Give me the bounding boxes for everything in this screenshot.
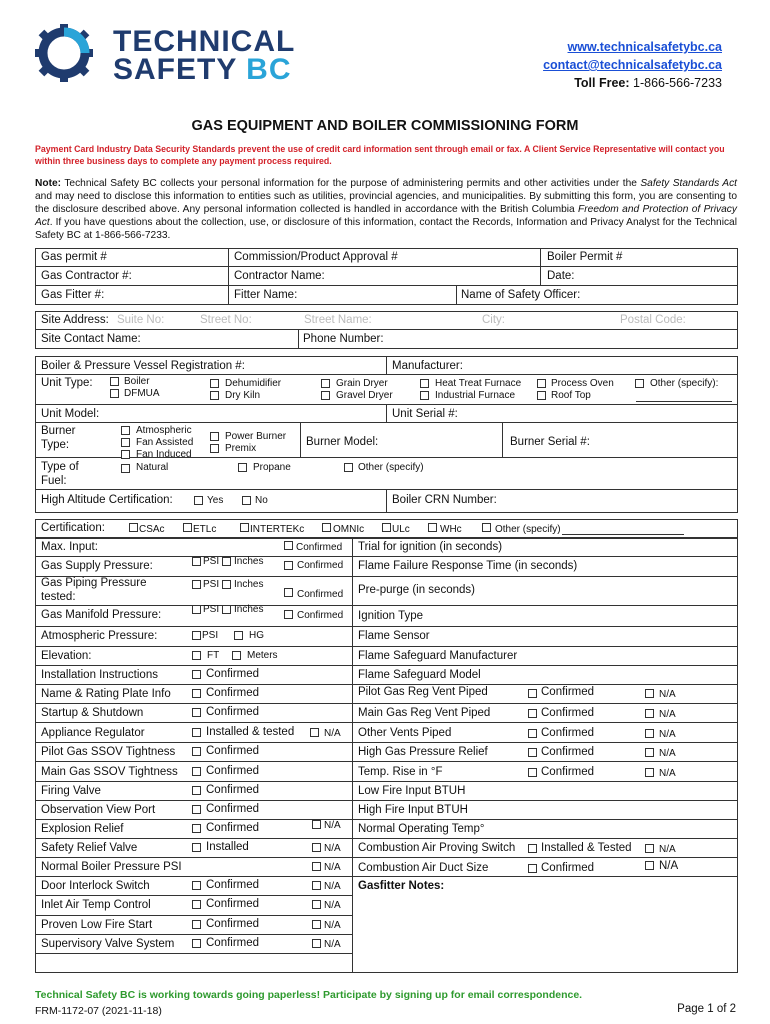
low-fire-confirmed: Confirmed	[206, 918, 260, 930]
safety-officer-field[interactable]: Name of Safety Officer:	[461, 289, 581, 301]
door-interlock-na-checkbox[interactable]	[312, 881, 321, 890]
ulc-checkbox[interactable]	[382, 523, 391, 532]
website-link[interactable]: www.technicalsafetybc.ca	[567, 40, 722, 54]
main-ssov-label: Main Gas SSOV Tightness	[41, 766, 178, 778]
ulc-label: ULc	[392, 524, 410, 535]
dfmua-label: DFMUA	[124, 388, 160, 399]
street-no-input[interactable]: Street No:	[200, 314, 252, 326]
view-port-checkbox[interactable]	[192, 805, 201, 814]
air-proving-installed-tested: Installed & Tested	[541, 842, 632, 854]
paperless-notice: Technical Safety BC is working towards going paperless! Participate by signing up for email correspondence.	[35, 989, 583, 1001]
inlet-air-confirmed: Confirmed	[206, 898, 260, 910]
logo-line-1: TECHNICAL	[113, 25, 296, 58]
street-name-input[interactable]: Street Name:	[304, 314, 372, 326]
other-vents-label: Other Vents Piped	[358, 727, 452, 739]
atm-psi-checkbox[interactable]	[192, 631, 201, 640]
site-contact-field[interactable]: Site Contact Name:	[41, 333, 141, 345]
pilot-vent-na-checkbox[interactable]	[645, 689, 654, 698]
whc-checkbox[interactable]	[428, 523, 437, 532]
toll-free-label: Toll Free:	[574, 76, 630, 90]
site-address-label: Site Address:	[41, 314, 109, 326]
registration-field[interactable]: Boiler & Pressure Vessel Registration #:	[41, 360, 245, 372]
industrial-furnace-checkbox[interactable]	[420, 391, 429, 400]
other-vents-na-label: N/A	[659, 729, 676, 740]
gravel-dryer-checkbox[interactable]	[321, 391, 330, 400]
burner-type-label-2: Type:	[41, 439, 70, 451]
no-checkbox[interactable]	[242, 496, 251, 505]
dfmua-checkbox[interactable]	[110, 389, 119, 398]
boiler-checkbox[interactable]	[110, 377, 119, 386]
crn-field[interactable]: Boiler CRN Number:	[392, 494, 497, 506]
inlet-air-na-label: N/A	[324, 900, 341, 911]
air-duct-checkbox[interactable]	[528, 864, 537, 873]
yes-label: Yes	[207, 495, 224, 506]
low-fire-input-label: Low Fire Input BTUH	[358, 785, 466, 797]
intertekc-checkbox[interactable]	[240, 523, 249, 532]
intertekc-label: INTERTEKc	[250, 524, 305, 535]
flame-sensor-label: Flame Sensor	[358, 630, 430, 642]
suite-input[interactable]: Suite No:	[117, 314, 165, 326]
supply-confirmed-checkbox[interactable]	[284, 561, 293, 570]
rating-plate-label: Name & Rating Plate Info	[41, 688, 171, 700]
elev-ft-label: FT	[207, 650, 220, 661]
omnic-checkbox[interactable]	[322, 523, 331, 532]
main-vent-na-checkbox[interactable]	[645, 709, 654, 718]
air-duct-na-label: N/A	[659, 860, 679, 872]
date-field[interactable]: Date:	[547, 270, 575, 282]
unit-model-field[interactable]: Unit Model:	[41, 408, 100, 420]
main-ssov-checkbox[interactable]	[192, 767, 201, 776]
burner-type-label-1: Burner	[41, 425, 76, 437]
process-oven-checkbox[interactable]	[537, 379, 546, 388]
install-instr-confirmed: Confirmed	[206, 668, 260, 680]
supply-inches-checkbox[interactable]	[222, 557, 231, 566]
supervisory-na-label: N/A	[324, 939, 341, 950]
heat-treat-label: Heat Treat Furnace	[435, 378, 522, 389]
inlet-air-na-checkbox[interactable]	[312, 900, 321, 909]
commission-field[interactable]: Commission/Product Approval #	[234, 251, 398, 263]
low-fire-na-checkbox[interactable]	[312, 920, 321, 929]
manifold-confirmed-label: Confirmed	[297, 610, 344, 621]
max-input-confirmed-checkbox[interactable]	[284, 541, 293, 550]
high-gas-relief-confirmed: Confirmed	[541, 746, 595, 758]
gas-piping-tested-label: tested:	[41, 591, 76, 603]
low-fire-start-label: Proven Low Fire Start	[41, 919, 153, 931]
gas-contractor-field[interactable]: Gas Contractor #:	[41, 270, 132, 282]
csac-checkbox[interactable]	[129, 523, 138, 532]
fuel-label-1: Type of	[41, 461, 79, 473]
atm-hg-label: HG	[249, 630, 264, 641]
regulator-checkbox[interactable]	[192, 728, 201, 737]
install-instr-checkbox[interactable]	[192, 670, 201, 679]
atmospheric-checkbox[interactable]	[121, 426, 130, 435]
premix-label: Premix	[225, 443, 257, 454]
inlet-air-label: Inlet Air Temp Control	[41, 899, 151, 911]
regulator-na-checkbox[interactable]	[310, 728, 319, 737]
high-gas-relief-na-label: N/A	[659, 748, 676, 759]
other-unit-checkbox[interactable]	[635, 379, 644, 388]
supervisory-na-checkbox[interactable]	[312, 939, 321, 948]
other-fuel-label: Other (specify)	[358, 462, 424, 473]
ignition-type-label: Ignition Type	[358, 610, 424, 622]
elevation-label: Elevation:	[41, 650, 92, 662]
dry-kiln-checkbox[interactable]	[210, 391, 219, 400]
premix-checkbox[interactable]	[210, 444, 219, 453]
firing-valve-confirmed: Confirmed	[206, 784, 260, 796]
note-act-2: Freedom and Protection of Privacy Act	[35, 204, 737, 228]
pilot-vent-checkbox[interactable]	[528, 689, 537, 698]
regulator-installed-tested: Installed & tested	[206, 726, 295, 738]
piping-psi-checkbox[interactable]	[192, 580, 201, 589]
piping-confirmed-checkbox[interactable]	[284, 588, 293, 597]
piping-psi-label: PSI	[203, 579, 220, 590]
other-unit-label: Other (specify):	[650, 378, 719, 389]
gas-permit-field[interactable]: Gas permit #	[41, 251, 107, 263]
temp-rise-na-label: N/A	[659, 768, 676, 779]
pilot-vent-na-label: N/A	[659, 689, 676, 700]
whc-label: WHc	[440, 524, 462, 535]
dry-kiln-label: Dry Kiln	[225, 390, 261, 401]
fitter-name-field[interactable]: Fitter Name:	[234, 289, 298, 301]
main-vent-na-label: N/A	[659, 709, 676, 720]
air-proving-checkbox[interactable]	[528, 844, 537, 853]
boiler-pressure-na-label: N/A	[324, 862, 341, 873]
fan-induced-label: Fan Induced	[136, 449, 192, 460]
air-duct-confirmed: Confirmed	[541, 862, 595, 874]
elev-ft-checkbox[interactable]	[192, 651, 201, 660]
roof-top-checkbox[interactable]	[537, 391, 546, 400]
supervisory-valve-label: Supervisory Valve System	[41, 938, 175, 950]
pilot-ssov-label: Pilot Gas SSOV Tightness	[41, 746, 176, 758]
fan-assisted-checkbox[interactable]	[121, 438, 130, 447]
supervisory-confirmed: Confirmed	[206, 937, 260, 949]
manifold-psi-checkbox[interactable]	[192, 605, 201, 614]
air-duct-na-checkbox[interactable]	[645, 861, 654, 870]
door-interlock-na-label: N/A	[324, 881, 341, 892]
dehumidifier-checkbox[interactable]	[210, 379, 219, 388]
etlc-checkbox[interactable]	[183, 523, 192, 532]
piping-confirmed-label: Confirmed	[297, 589, 344, 600]
form-number: FRM-1172-07 (2021-11-18)	[35, 1005, 162, 1017]
safety-relief-label: Safety Relief Valve	[41, 842, 138, 854]
note-text-2: and may need to disclose this information to entities such as utilities, provincial agencies, and municipalities. By submitting this form, you are consenting to the disclosure described above. Any personal information collected is handled in accordance with the British Columbia	[35, 191, 737, 215]
view-port-confirmed: Confirmed	[206, 803, 260, 815]
startup-confirmed: Confirmed	[206, 706, 260, 718]
certification-label: Certification:	[41, 522, 105, 534]
heat-treat-checkbox[interactable]	[420, 379, 429, 388]
natural-checkbox[interactable]	[121, 464, 130, 473]
no-label: No	[255, 495, 268, 506]
rating-plate-confirmed: Confirmed	[206, 687, 260, 699]
manifold-confirmed-checkbox[interactable]	[284, 610, 293, 619]
air-proving-na-checkbox[interactable]	[645, 844, 654, 853]
omnic-label: OMNIc	[333, 524, 365, 535]
high-gas-relief-checkbox[interactable]	[528, 748, 537, 757]
appliance-regulator-label: Appliance Regulator	[41, 727, 145, 739]
gas-supply-pressure-label: Gas Supply Pressure:	[41, 560, 153, 572]
boiler-pressure-label: Normal Boiler Pressure PSI	[41, 861, 182, 873]
high-fire-input-label: High Fire Input BTUH	[358, 804, 468, 816]
elev-meters-checkbox[interactable]	[232, 651, 241, 660]
fan-assisted-label: Fan Assisted	[136, 437, 194, 448]
burner-serial-field[interactable]: Burner Serial #:	[510, 436, 590, 448]
logo	[33, 22, 296, 86]
safety-relief-na-label: N/A	[324, 843, 341, 854]
atmospheric-pressure-label: Atmospheric Pressure:	[41, 630, 158, 642]
natural-label: Natural	[136, 462, 169, 473]
high-altitude-label: High Altitude Certification:	[41, 494, 173, 506]
explosion-relief-checkbox[interactable]	[192, 824, 201, 833]
door-interlock-checkbox[interactable]	[192, 881, 201, 890]
air-proving-label: Combustion Air Proving Switch	[358, 842, 516, 854]
piping-inches-label: Inches	[234, 579, 264, 590]
firing-valve-checkbox[interactable]	[192, 786, 201, 795]
power-burner-label: Power Burner	[225, 431, 287, 442]
view-port-label: Observation View Port	[41, 804, 156, 816]
atm-hg-checkbox[interactable]	[234, 631, 243, 640]
fan-induced-checkbox[interactable]	[121, 450, 130, 459]
temp-rise-na-checkbox[interactable]	[645, 768, 654, 777]
pci-notice: Payment Card Industry Data Security Standards prevent the use of credit card information sent through email or fax. A Client Service Representative will contact you within three business days to complete any payment process required.	[35, 144, 725, 166]
max-input-confirmed-label: Confirmed	[296, 542, 343, 553]
main-ssov-confirmed: Confirmed	[206, 765, 260, 777]
supply-inches-label: Inches	[234, 556, 264, 567]
explosion-relief-confirmed: Confirmed	[206, 822, 260, 834]
inlet-air-checkbox[interactable]	[192, 900, 201, 909]
manifold-inches-checkbox[interactable]	[222, 605, 231, 614]
gear-logo-icon	[33, 22, 95, 84]
door-interlock-label: Door Interlock Switch	[41, 880, 150, 892]
flame-safeguard-mfr-label: Flame Safeguard Manufacturer	[358, 650, 518, 662]
toll-free-number: 1-866-566-7233	[633, 76, 722, 90]
manufacturer-field[interactable]: Manufacturer:	[392, 360, 463, 372]
supply-psi-label: PSI	[203, 556, 220, 567]
logo-bc: BC	[246, 53, 292, 86]
regulator-na-label: N/A	[324, 728, 341, 739]
page-title: GAS EQUIPMENT AND BOILER COMMISSIONING FORM	[191, 118, 579, 134]
note-text-3: . If you have questions about the collection, use, or disclosure of this information, contact the Records, Information and Privacy Analyst for the Technical Safety BC at 1-866-566-7233.	[35, 217, 737, 241]
boiler-permit-field[interactable]: Boiler Permit #	[547, 251, 623, 263]
air-proving-na-label: N/A	[659, 844, 676, 855]
note-act-1: Safety Standards Act	[640, 178, 737, 189]
high-gas-relief-label: High Gas Pressure Relief	[358, 746, 488, 758]
explosion-relief-label: Explosion Relief	[41, 823, 124, 835]
yes-checkbox[interactable]	[194, 496, 203, 505]
other-vents-confirmed: Confirmed	[541, 727, 595, 739]
max-input-label: Max. Input:	[41, 541, 98, 553]
supervisory-checkbox[interactable]	[192, 939, 201, 948]
atm-psi-label: PSI	[202, 630, 219, 641]
other-cert-label: Other (specify)	[495, 524, 561, 535]
power-burner-checkbox[interactable]	[210, 432, 219, 441]
boiler-label: Boiler	[124, 376, 150, 387]
grain-dryer-checkbox[interactable]	[321, 379, 330, 388]
safety-relief-installed: Installed	[206, 841, 249, 853]
safety-relief-na-checkbox[interactable]	[312, 843, 321, 852]
main-reg-vent-label: Main Gas Reg Vent Piped	[358, 707, 491, 719]
postal-input[interactable]: Postal Code:	[620, 314, 686, 326]
supply-psi-checkbox[interactable]	[192, 557, 201, 566]
pilot-ssov-confirmed: Confirmed	[206, 745, 260, 757]
pilot-reg-vent-label: Pilot Gas Reg Vent Piped	[358, 686, 488, 698]
propane-label: Propane	[253, 462, 291, 473]
etlc-label: ETLc	[193, 524, 217, 535]
atmospheric-label: Atmospheric	[136, 425, 192, 436]
phone-field[interactable]: Phone Number:	[303, 333, 384, 345]
low-fire-checkbox[interactable]	[192, 920, 201, 929]
high-gas-relief-na-checkbox[interactable]	[645, 748, 654, 757]
explosion-relief-na-label: N/A	[324, 820, 341, 831]
low-fire-na-label: N/A	[324, 920, 341, 931]
elev-meters-label: Meters	[247, 650, 278, 661]
gravel-dryer-label: Gravel Dryer	[336, 390, 393, 401]
piping-inches-checkbox[interactable]	[222, 580, 231, 589]
logo-safety: SAFETY	[113, 53, 237, 86]
city-input[interactable]: City:	[482, 314, 505, 326]
pilot-ssov-checkbox[interactable]	[192, 747, 201, 756]
logo-wordmark	[113, 25, 296, 86]
fuel-label-2: Fuel:	[41, 475, 67, 487]
installation-instructions-label: Installation Instructions	[41, 669, 158, 681]
csac-label: CSAc	[139, 524, 165, 535]
startup-checkbox[interactable]	[192, 708, 201, 717]
note-label: Note:	[35, 178, 62, 189]
contractor-name-field[interactable]: Contractor Name:	[234, 270, 325, 282]
propane-checkbox[interactable]	[238, 463, 247, 472]
email-link[interactable]: contact@technicalsafetybc.ca	[543, 58, 722, 72]
page-number: Page 1 of 2	[677, 1003, 736, 1015]
unit-serial-field[interactable]: Unit Serial #:	[392, 408, 458, 420]
industrial-furnace-label: Industrial Furnace	[435, 390, 516, 401]
manifold-psi-label: PSI	[203, 604, 220, 615]
air-duct-label: Combustion Air Duct Size	[358, 862, 489, 874]
startup-shutdown-label: Startup & Shutdown	[41, 707, 144, 719]
temp-rise-confirmed: Confirmed	[541, 766, 595, 778]
unit-type-label: Unit Type:	[41, 377, 93, 389]
main-vent-checkbox[interactable]	[528, 709, 537, 718]
main-vent-confirmed: Confirmed	[541, 707, 595, 719]
rating-plate-checkbox[interactable]	[192, 689, 201, 698]
temp-rise-checkbox[interactable]	[528, 768, 537, 777]
grain-dryer-label: Grain Dryer	[336, 378, 388, 389]
door-interlock-confirmed: Confirmed	[206, 879, 260, 891]
supply-confirmed-label: Confirmed	[297, 560, 344, 571]
other-fuel-checkbox[interactable]	[344, 463, 353, 472]
flame-failure-label: Flame Failure Response Time (in seconds)	[358, 560, 578, 572]
flame-safeguard-model-label: Flame Safeguard Model	[358, 669, 481, 681]
other-cert-checkbox[interactable]	[482, 523, 491, 532]
burner-model-field[interactable]: Burner Model:	[306, 436, 379, 448]
privacy-note	[35, 177, 737, 242]
firing-valve-label: Firing Valve	[41, 785, 101, 797]
roof-top-label: Roof Top	[551, 390, 591, 401]
manifold-inches-label: Inches	[234, 604, 264, 615]
pilot-vent-confirmed: Confirmed	[541, 686, 595, 698]
gas-piping-pressure-label: Gas Piping Pressure	[41, 577, 147, 589]
process-oven-label: Process Oven	[551, 378, 614, 389]
operating-temp-label: Normal Operating Temp°	[358, 823, 485, 835]
logo-line-2	[113, 53, 295, 86]
gasfitter-notes-label[interactable]: Gasfitter Notes:	[358, 880, 445, 892]
note-text-1: Technical Safety BC collects your personal information for the purpose of administering permits and other activities under the	[61, 178, 641, 189]
gas-fitter-field[interactable]: Gas Fitter #:	[41, 289, 105, 301]
other-vents-checkbox[interactable]	[528, 729, 537, 738]
temp-rise-label: Temp. Rise in °F	[358, 766, 443, 778]
safety-relief-checkbox[interactable]	[192, 843, 201, 852]
dehumidifier-label: Dehumidifier	[225, 378, 282, 389]
toll-free	[543, 74, 722, 92]
trial-ignition-label: Trial for ignition (in seconds)	[358, 541, 503, 553]
pre-purge-label: Pre-purge (in seconds)	[358, 584, 475, 596]
gas-manifold-pressure-label: Gas Manifold Pressure:	[41, 609, 162, 621]
other-vents-na-checkbox[interactable]	[645, 729, 654, 738]
explosion-relief-na-checkbox[interactable]	[312, 820, 321, 829]
boiler-pressure-na-checkbox[interactable]	[312, 862, 321, 871]
contact-block	[543, 38, 722, 92]
